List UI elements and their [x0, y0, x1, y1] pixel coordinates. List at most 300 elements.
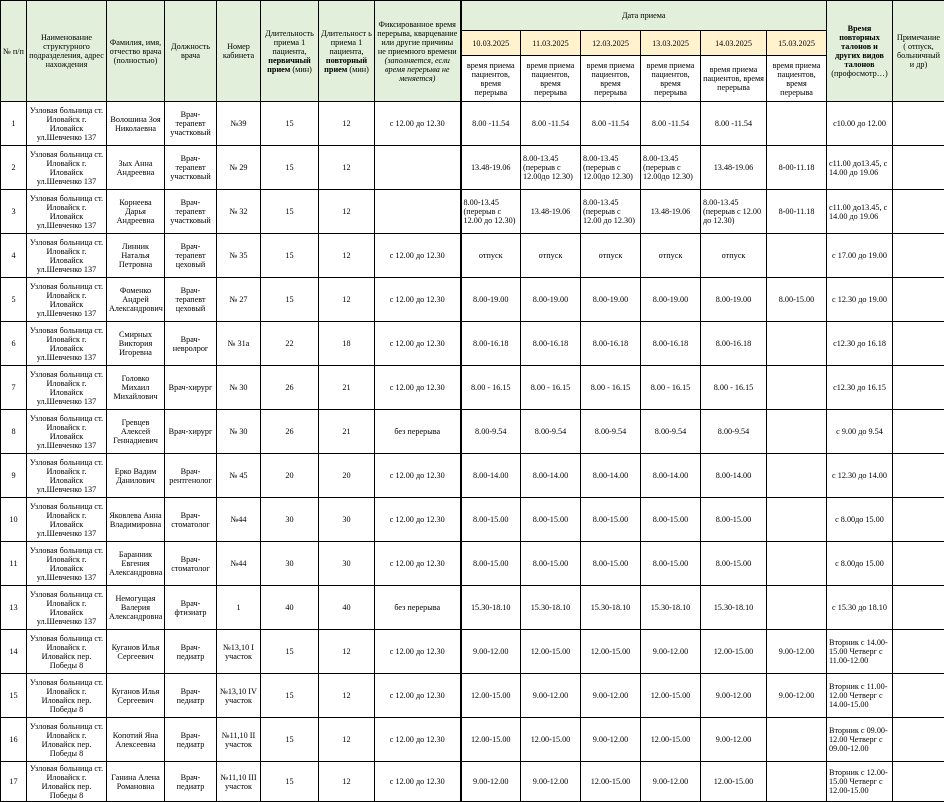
table-row: [1, 410, 944, 454]
table-row: [1, 498, 944, 542]
cell-day: 8.00-13.45 (перерыв с 12.00 до 12.30): [461, 190, 521, 234]
header-repeat-a: Время повторных талонов и других видов талонов: [835, 24, 884, 69]
header-duration-repeat: [319, 1, 375, 102]
cell-position: Врач-рентгенолог: [165, 454, 217, 498]
cell-dept: Узловая больница ст. Иловайск г. Иловайск ул.Шевченко 137: [27, 366, 107, 410]
cell-note: [893, 366, 944, 410]
table-body: [1, 102, 944, 802]
header-duration-first-c: (мин): [292, 65, 311, 74]
cell-day: 8.00-14.00: [521, 454, 581, 498]
cell-num: 4: [1, 234, 27, 278]
cell-fio: Волошина Зоя Николаевна: [107, 102, 165, 146]
table-row: [1, 278, 944, 322]
cell-fio: Фоменко Андрей Александрович: [107, 278, 165, 322]
cell-dept: Узловая больница ст. Иловайск г. Иловайск ул.Шевченко 137: [27, 542, 107, 586]
cell-day: 12.00-15.00: [461, 718, 521, 762]
cell-day: 13.48-19.06: [641, 190, 701, 234]
cell-num: 5: [1, 278, 27, 322]
cell-day: 12.00-15.00: [521, 718, 581, 762]
cell-day: [767, 718, 827, 762]
cell-fio: Баранник Евгения Александровна: [107, 542, 165, 586]
cell-position: Врач-терапевт участковый: [165, 102, 217, 146]
cell-duration-repeat: 12: [319, 102, 375, 146]
cell-day: 8.00 - 16.15: [701, 366, 767, 410]
cell-break: без перерыва: [375, 410, 461, 454]
cell-fio: Гревцев Алексей Геннадиевич: [107, 410, 165, 454]
cell-break: с 12.00 до 12.30: [375, 762, 461, 802]
cell-break: с 12.00 до 12.30: [375, 674, 461, 718]
cell-day: 9.00-12.00: [461, 762, 521, 802]
cell-day: 12.00-15.00: [701, 762, 767, 802]
cell-note: [893, 102, 944, 146]
cell-room: № 35: [217, 234, 261, 278]
cell-fio: Копотий Яна Алексеевна: [107, 718, 165, 762]
cell-day: отпуск: [521, 234, 581, 278]
cell-day: отпуск: [581, 234, 641, 278]
table-row: [1, 322, 944, 366]
header-duration-repeat-a: Длительност ь приема 1 пациента,: [321, 29, 372, 56]
cell-day: 9.00-12.00: [641, 762, 701, 802]
cell-fio: Корнеева Дарья Андреевна: [107, 190, 165, 234]
cell-day: 9.00-12.00: [767, 630, 827, 674]
cell-day: 8.00-19.00: [641, 278, 701, 322]
cell-position: Врач-педиатр: [165, 630, 217, 674]
table-row: [1, 586, 944, 630]
cell-duration-repeat: 12: [319, 630, 375, 674]
cell-day: 8.00 -11.54: [581, 102, 641, 146]
cell-dept: Узловая больница ст. Иловайск г. Иловайск пер. Победы 8: [27, 630, 107, 674]
cell-num: 17: [1, 762, 27, 802]
cell-duration-first: 26: [261, 366, 319, 410]
cell-day: 8.00-15.00: [521, 498, 581, 542]
cell-day: 8.00-15.00: [581, 498, 641, 542]
cell-note: [893, 410, 944, 454]
cell-day: [767, 102, 827, 146]
cell-day: 8.00-15.00: [641, 542, 701, 586]
header-duration-repeat-b: повторный прием: [324, 56, 367, 74]
cell-room: № 30: [217, 366, 261, 410]
cell-repeat-tickets: с 8.00до 15.00: [827, 542, 893, 586]
cell-position: Врач-хирург: [165, 366, 217, 410]
header-duration-repeat-c: (мин): [349, 65, 368, 74]
cell-day: 8.00 -11.54: [521, 102, 581, 146]
cell-duration-repeat: 20: [319, 454, 375, 498]
cell-day: [767, 410, 827, 454]
header-fio: Фамилия, имя, отчество врача (полностью): [107, 1, 165, 102]
header-room: Номер кабинета: [217, 1, 261, 102]
cell-day: 8.00 -11.54: [641, 102, 701, 146]
cell-day: 8.00 - 16.15: [641, 366, 701, 410]
cell-day: 13.48-19.06: [461, 146, 521, 190]
cell-note: [893, 322, 944, 366]
cell-day: 8.00-16.18: [701, 322, 767, 366]
cell-duration-first: 15: [261, 190, 319, 234]
header-date-sub: время приема пациентов, время перерыва: [581, 56, 641, 102]
cell-room: №44: [217, 542, 261, 586]
header-break-b: (заполняется, если время перерыва не меняется): [385, 56, 450, 83]
cell-fio: Куганов Илья Сергеевич: [107, 630, 165, 674]
table-row: [1, 234, 944, 278]
cell-room: №11,10 III участок: [217, 762, 261, 802]
cell-num: 7: [1, 366, 27, 410]
cell-note: [893, 278, 944, 322]
cell-day: 8.00 - 16.15: [461, 366, 521, 410]
cell-fio: Ганина Алена Романовна: [107, 762, 165, 802]
cell-break: с 12.00 до 12.30: [375, 234, 461, 278]
cell-room: №13,10 I участок: [217, 630, 261, 674]
cell-day: 8.00-14.00: [641, 454, 701, 498]
cell-dept: Узловая больница ст. Иловайск г. Иловайск ул.Шевченко 137: [27, 410, 107, 454]
cell-day: 8.00-19.00: [461, 278, 521, 322]
header-date: 11.03.2025: [521, 31, 581, 56]
cell-note: [893, 146, 944, 190]
cell-duration-repeat: 12: [319, 146, 375, 190]
cell-repeat-tickets: с 17.00 до 19.00: [827, 234, 893, 278]
cell-day: 15.30-18.10: [701, 586, 767, 630]
cell-break: с 12.00 до 12.30: [375, 366, 461, 410]
cell-break: с 12.00 до 12.30: [375, 278, 461, 322]
cell-position: Врач-педиатр: [165, 718, 217, 762]
cell-duration-first: 20: [261, 454, 319, 498]
cell-day: 9.00-12.00: [701, 718, 767, 762]
cell-duration-repeat: 12: [319, 762, 375, 802]
cell-day: отпуск: [641, 234, 701, 278]
cell-duration-first: 15: [261, 102, 319, 146]
cell-fio: Куганов Илья Сергеевич: [107, 674, 165, 718]
cell-duration-first: 22: [261, 322, 319, 366]
cell-position: Врач-хирург: [165, 410, 217, 454]
cell-note: [893, 586, 944, 630]
cell-day: 15.30-18.10: [581, 586, 641, 630]
cell-day: 8.00-16.18: [521, 322, 581, 366]
cell-dept: Узловая больница ст. Иловайск г. Иловайск ул.Шевченко 137: [27, 234, 107, 278]
cell-duration-repeat: 18: [319, 322, 375, 366]
header-break-a: Фиксированное время перерыва, кварцевание или другие причины не приемного времени: [377, 20, 457, 56]
cell-duration-first: 15: [261, 762, 319, 802]
cell-day: 8.00-15.00: [641, 498, 701, 542]
header-repeat-b: (профосмотр…): [831, 69, 887, 78]
cell-room: № 30: [217, 410, 261, 454]
cell-day: 12.00-15.00: [701, 630, 767, 674]
header-date-sub: время приема пациентов, время перерыва: [767, 56, 827, 102]
cell-num: 10: [1, 498, 27, 542]
cell-day: 15.30-18.10: [641, 586, 701, 630]
cell-break: с 12.00 до 12.30: [375, 718, 461, 762]
cell-room: №13,10 IV участок: [217, 674, 261, 718]
cell-repeat-tickets: с 8.00до 15.00: [827, 498, 893, 542]
cell-break: с 12.00 до 12.30: [375, 542, 461, 586]
cell-duration-first: 40: [261, 586, 319, 630]
cell-day: 8.00-19.00: [701, 278, 767, 322]
cell-room: № 45: [217, 454, 261, 498]
cell-day: 12.00-15.00: [461, 674, 521, 718]
cell-repeat-tickets: с12.30 до 16.15: [827, 366, 893, 410]
cell-repeat-tickets: с11.00 до13.45, с 14.00 до 19.06: [827, 146, 893, 190]
cell-day: 8-00-11.18: [767, 190, 827, 234]
cell-note: [893, 718, 944, 762]
cell-day: 12.00-15.00: [641, 674, 701, 718]
cell-num: 9: [1, 454, 27, 498]
cell-dept: Узловая больница ст. Иловайск г. Иловайск пер. Победы 8: [27, 674, 107, 718]
cell-repeat-tickets: Вторник с 11.00-12.00 Четверг с 14.00-15.00: [827, 674, 893, 718]
cell-day: 8.00-13.45 (перерыв с 12.00до 12.30): [521, 146, 581, 190]
cell-note: [893, 234, 944, 278]
cell-day: 9.00-12.00: [521, 674, 581, 718]
header-date-sub: время приема пациентов, время перерыва: [461, 56, 521, 102]
cell-day: 8.00-15.00: [701, 498, 767, 542]
cell-day: 9.00-12.00: [767, 674, 827, 718]
header-num: № п/п: [1, 1, 27, 102]
cell-day: 13.48-19.06: [701, 146, 767, 190]
cell-duration-repeat: 21: [319, 366, 375, 410]
cell-room: №44: [217, 498, 261, 542]
cell-break: с 12.00 до 12.30: [375, 498, 461, 542]
cell-fio: Головко Михаил Михайлович: [107, 366, 165, 410]
table-row: [1, 542, 944, 586]
header-duration-first-a: Длительность приема 1 пациента,: [265, 29, 314, 56]
cell-day: 8.00-19.00: [581, 278, 641, 322]
cell-day: [767, 586, 827, 630]
cell-day: 8.00-15.00: [461, 542, 521, 586]
cell-num: 15: [1, 674, 27, 718]
cell-num: 14: [1, 630, 27, 674]
cell-repeat-tickets: с 12.30 до 19.00: [827, 278, 893, 322]
cell-day: [767, 234, 827, 278]
header-break: [375, 1, 461, 102]
table-header: [1, 1, 944, 102]
cell-day: [767, 762, 827, 802]
cell-duration-first: 15: [261, 718, 319, 762]
cell-duration-repeat: 12: [319, 674, 375, 718]
cell-position: Врач-терапевт цеховый: [165, 278, 217, 322]
cell-day: 9.00-12.00: [521, 762, 581, 802]
cell-day: 8.00 -11.54: [701, 102, 767, 146]
cell-day: 9.00-12.00: [581, 718, 641, 762]
header-position: Должность врача: [165, 1, 217, 102]
cell-duration-first: 15: [261, 234, 319, 278]
cell-break: [375, 146, 461, 190]
cell-dept: Узловая больница ст. Иловайск г. Иловайск пер. Победы 8: [27, 718, 107, 762]
cell-dept: Узловая больница ст. Иловайск г. Иловайск ул.Шевченко 137: [27, 586, 107, 630]
cell-note: [893, 542, 944, 586]
cell-position: Врач-фтизиатр: [165, 586, 217, 630]
cell-day: 9.00-12.00: [641, 630, 701, 674]
cell-num: 16: [1, 718, 27, 762]
cell-room: № 31а: [217, 322, 261, 366]
cell-repeat-tickets: Вторник с 09.00-12.00 Четверг с 09.00-12.00: [827, 718, 893, 762]
cell-room: № 27: [217, 278, 261, 322]
cell-repeat-tickets: с 9.00 до 9.54: [827, 410, 893, 454]
cell-repeat-tickets: Вторник с 12.00-15.00 Четверг с 12.00-15.00: [827, 762, 893, 802]
cell-day: [767, 366, 827, 410]
header-date-sub: время приема пациентов, время перерыва: [701, 56, 767, 102]
cell-note: [893, 762, 944, 802]
cell-day: 8.00 - 16.15: [521, 366, 581, 410]
cell-room: 1: [217, 586, 261, 630]
cell-day: 12.00-15.00: [581, 630, 641, 674]
cell-day: 12.00-15.00: [581, 762, 641, 802]
cell-day: 8.00-9.54: [581, 410, 641, 454]
cell-note: [893, 190, 944, 234]
cell-duration-first: 26: [261, 410, 319, 454]
cell-position: Врач-стоматолог: [165, 498, 217, 542]
cell-break: с 12.00 до 12.30: [375, 630, 461, 674]
cell-day: [767, 322, 827, 366]
table-row: [1, 718, 944, 762]
cell-fio: Линник Наталья Петровна: [107, 234, 165, 278]
cell-day: 8.00-15.00: [461, 498, 521, 542]
cell-num: 3: [1, 190, 27, 234]
cell-day: 8.00-9.54: [461, 410, 521, 454]
header-repeat-tickets: [827, 1, 893, 102]
cell-position: Врач-педиатр: [165, 674, 217, 718]
cell-duration-first: 30: [261, 498, 319, 542]
cell-day: 8.00-13.45 (перерыв с 12.00 до 12.30): [581, 190, 641, 234]
cell-day: 8.00-19.00: [521, 278, 581, 322]
cell-room: № 32: [217, 190, 261, 234]
cell-break: без перерыва: [375, 586, 461, 630]
cell-day: 9.00-12.00: [701, 674, 767, 718]
cell-day: 8.00-14.00: [581, 454, 641, 498]
cell-repeat-tickets: с 12.30 до 14.00: [827, 454, 893, 498]
cell-day: 8.00 - 16.15: [581, 366, 641, 410]
cell-dept: Узловая больница ст. Иловайск г. Иловайск ул.Шевченко 137: [27, 278, 107, 322]
cell-repeat-tickets: Вторник с 14.00-15.00 Четверг с 11.00-12.00: [827, 630, 893, 674]
cell-day: 8.00-15.00: [701, 542, 767, 586]
cell-dept: Узловая больница ст. Иловайск г. Иловайск ул.Шевченко 137: [27, 498, 107, 542]
cell-break: [375, 190, 461, 234]
cell-duration-first: 30: [261, 542, 319, 586]
header-duration-first-b: первичный прием: [267, 56, 311, 74]
table-row: [1, 630, 944, 674]
cell-day: [767, 498, 827, 542]
cell-position: Врач-терапевт участковый: [165, 146, 217, 190]
cell-duration-first: 15: [261, 278, 319, 322]
table-row: [1, 454, 944, 498]
cell-position: Врач-терапевт участковый: [165, 190, 217, 234]
cell-num: 8: [1, 410, 27, 454]
cell-position: Врач-стоматолог: [165, 542, 217, 586]
header-date-group: Дата приема: [461, 1, 827, 31]
cell-day: 8.00-9.54: [701, 410, 767, 454]
cell-duration-repeat: 30: [319, 498, 375, 542]
cell-note: [893, 498, 944, 542]
header-dept: Наименование структурного подразделения, адрес нахождения: [27, 1, 107, 102]
cell-dept: Узловая больница ст. Иловайск г. Иловайск ул.Шевченко 137: [27, 102, 107, 146]
cell-fio: Ерко Вадим Данилович: [107, 454, 165, 498]
header-date-sub: время приема пациентов, время перерыва: [521, 56, 581, 102]
cell-room: №39: [217, 102, 261, 146]
cell-day: 8.00-9.54: [521, 410, 581, 454]
cell-num: 11: [1, 542, 27, 586]
cell-repeat-tickets: с 15.30 до 18.10: [827, 586, 893, 630]
cell-duration-repeat: 21: [319, 410, 375, 454]
cell-note: [893, 674, 944, 718]
cell-fio: Зых Анна Андреевна: [107, 146, 165, 190]
cell-dept: Узловая больница ст. Иловайск г. Иловайск ул.Шевченко 137: [27, 454, 107, 498]
cell-duration-repeat: 30: [319, 542, 375, 586]
header-date: 15.03.2025: [767, 31, 827, 56]
cell-day: 8.00-14.00: [461, 454, 521, 498]
cell-duration-first: 15: [261, 674, 319, 718]
cell-repeat-tickets: с11.00 до13.45, с 14.00 до 19.06: [827, 190, 893, 234]
cell-break: с 12.00 до 12.30: [375, 102, 461, 146]
cell-day: 8.00-13.45 (перерыв с 12.00до 12.30): [641, 146, 701, 190]
cell-fio: Немогущая Валерия Александровна: [107, 586, 165, 630]
cell-duration-repeat: 12: [319, 278, 375, 322]
cell-duration-first: 15: [261, 630, 319, 674]
cell-num: 6: [1, 322, 27, 366]
header-date-sub: время приема пациентов, время перерыва: [641, 56, 701, 102]
cell-position: Врач-педиатр: [165, 762, 217, 802]
cell-note: [893, 630, 944, 674]
table-row: [1, 102, 944, 146]
cell-duration-repeat: 12: [319, 190, 375, 234]
cell-dept: Узловая больница ст. Иловайск г. Иловайск ул.Шевченко 137: [27, 322, 107, 366]
cell-num: 2: [1, 146, 27, 190]
cell-day: 8.00-16.18: [641, 322, 701, 366]
cell-duration-repeat: 40: [319, 586, 375, 630]
cell-room: №11,10 II участок: [217, 718, 261, 762]
cell-num: 1: [1, 102, 27, 146]
cell-day: 12.00-15.00: [521, 630, 581, 674]
cell-note: [893, 454, 944, 498]
cell-repeat-tickets: с12.30 до 16.18: [827, 322, 893, 366]
cell-day: 8.00-13.45 (перерыв с 12.00до 12.30): [581, 146, 641, 190]
header-date: 13.03.2025: [641, 31, 701, 56]
cell-day: 8.00-16.18: [581, 322, 641, 366]
cell-position: Врач-терапевт цеховый: [165, 234, 217, 278]
cell-fio: Смирных Виктория Игоревна: [107, 322, 165, 366]
cell-day: 12.00-15.00: [641, 718, 701, 762]
cell-repeat-tickets: с10.00 до 12.00: [827, 102, 893, 146]
cell-room: № 29: [217, 146, 261, 190]
cell-duration-repeat: 12: [319, 718, 375, 762]
cell-fio: Яковлева Анна Владимировна: [107, 498, 165, 542]
cell-day: отпуск: [461, 234, 521, 278]
cell-day: 8.00-15.00: [581, 542, 641, 586]
cell-day: 8.00-15.00: [521, 542, 581, 586]
table-row: [1, 762, 944, 802]
cell-duration-repeat: 12: [319, 234, 375, 278]
cell-day: 8.00-14.00: [701, 454, 767, 498]
cell-day: 15.30-18.10: [461, 586, 521, 630]
table-row: [1, 190, 944, 234]
cell-day: 8.00-15.00: [767, 278, 827, 322]
cell-day: 8.00-13.45 (перерыв с 12.00 до 12.30): [701, 190, 767, 234]
cell-dept: Узловая больница ст. Иловайск г. Иловайск пер. Победы 8: [27, 762, 107, 802]
cell-num: 13: [1, 586, 27, 630]
cell-day: 8.00 -11.54: [461, 102, 521, 146]
header-date: 10.03.2025: [461, 31, 521, 56]
cell-day: [767, 542, 827, 586]
cell-duration-first: 15: [261, 146, 319, 190]
cell-break: с 12.00 до 12.30: [375, 322, 461, 366]
cell-day: 9.00-12.00: [461, 630, 521, 674]
cell-position: Врач-невролрог: [165, 322, 217, 366]
cell-day: 9.00-12.00: [581, 674, 641, 718]
cell-dept: Узловая больница ст. Иловайск г. Иловайск ул.Шевченко 137: [27, 190, 107, 234]
cell-day: [767, 454, 827, 498]
table-row: [1, 146, 944, 190]
header-note: Примечание ( отпуск, больничный и др): [893, 1, 944, 102]
table-row: [1, 366, 944, 410]
cell-day: 8-00-11.18: [767, 146, 827, 190]
cell-day: 15.30-18.10: [521, 586, 581, 630]
header-date: 14.03.2025: [701, 31, 767, 56]
table-row: [1, 674, 944, 718]
cell-day: 8.00-9.54: [641, 410, 701, 454]
